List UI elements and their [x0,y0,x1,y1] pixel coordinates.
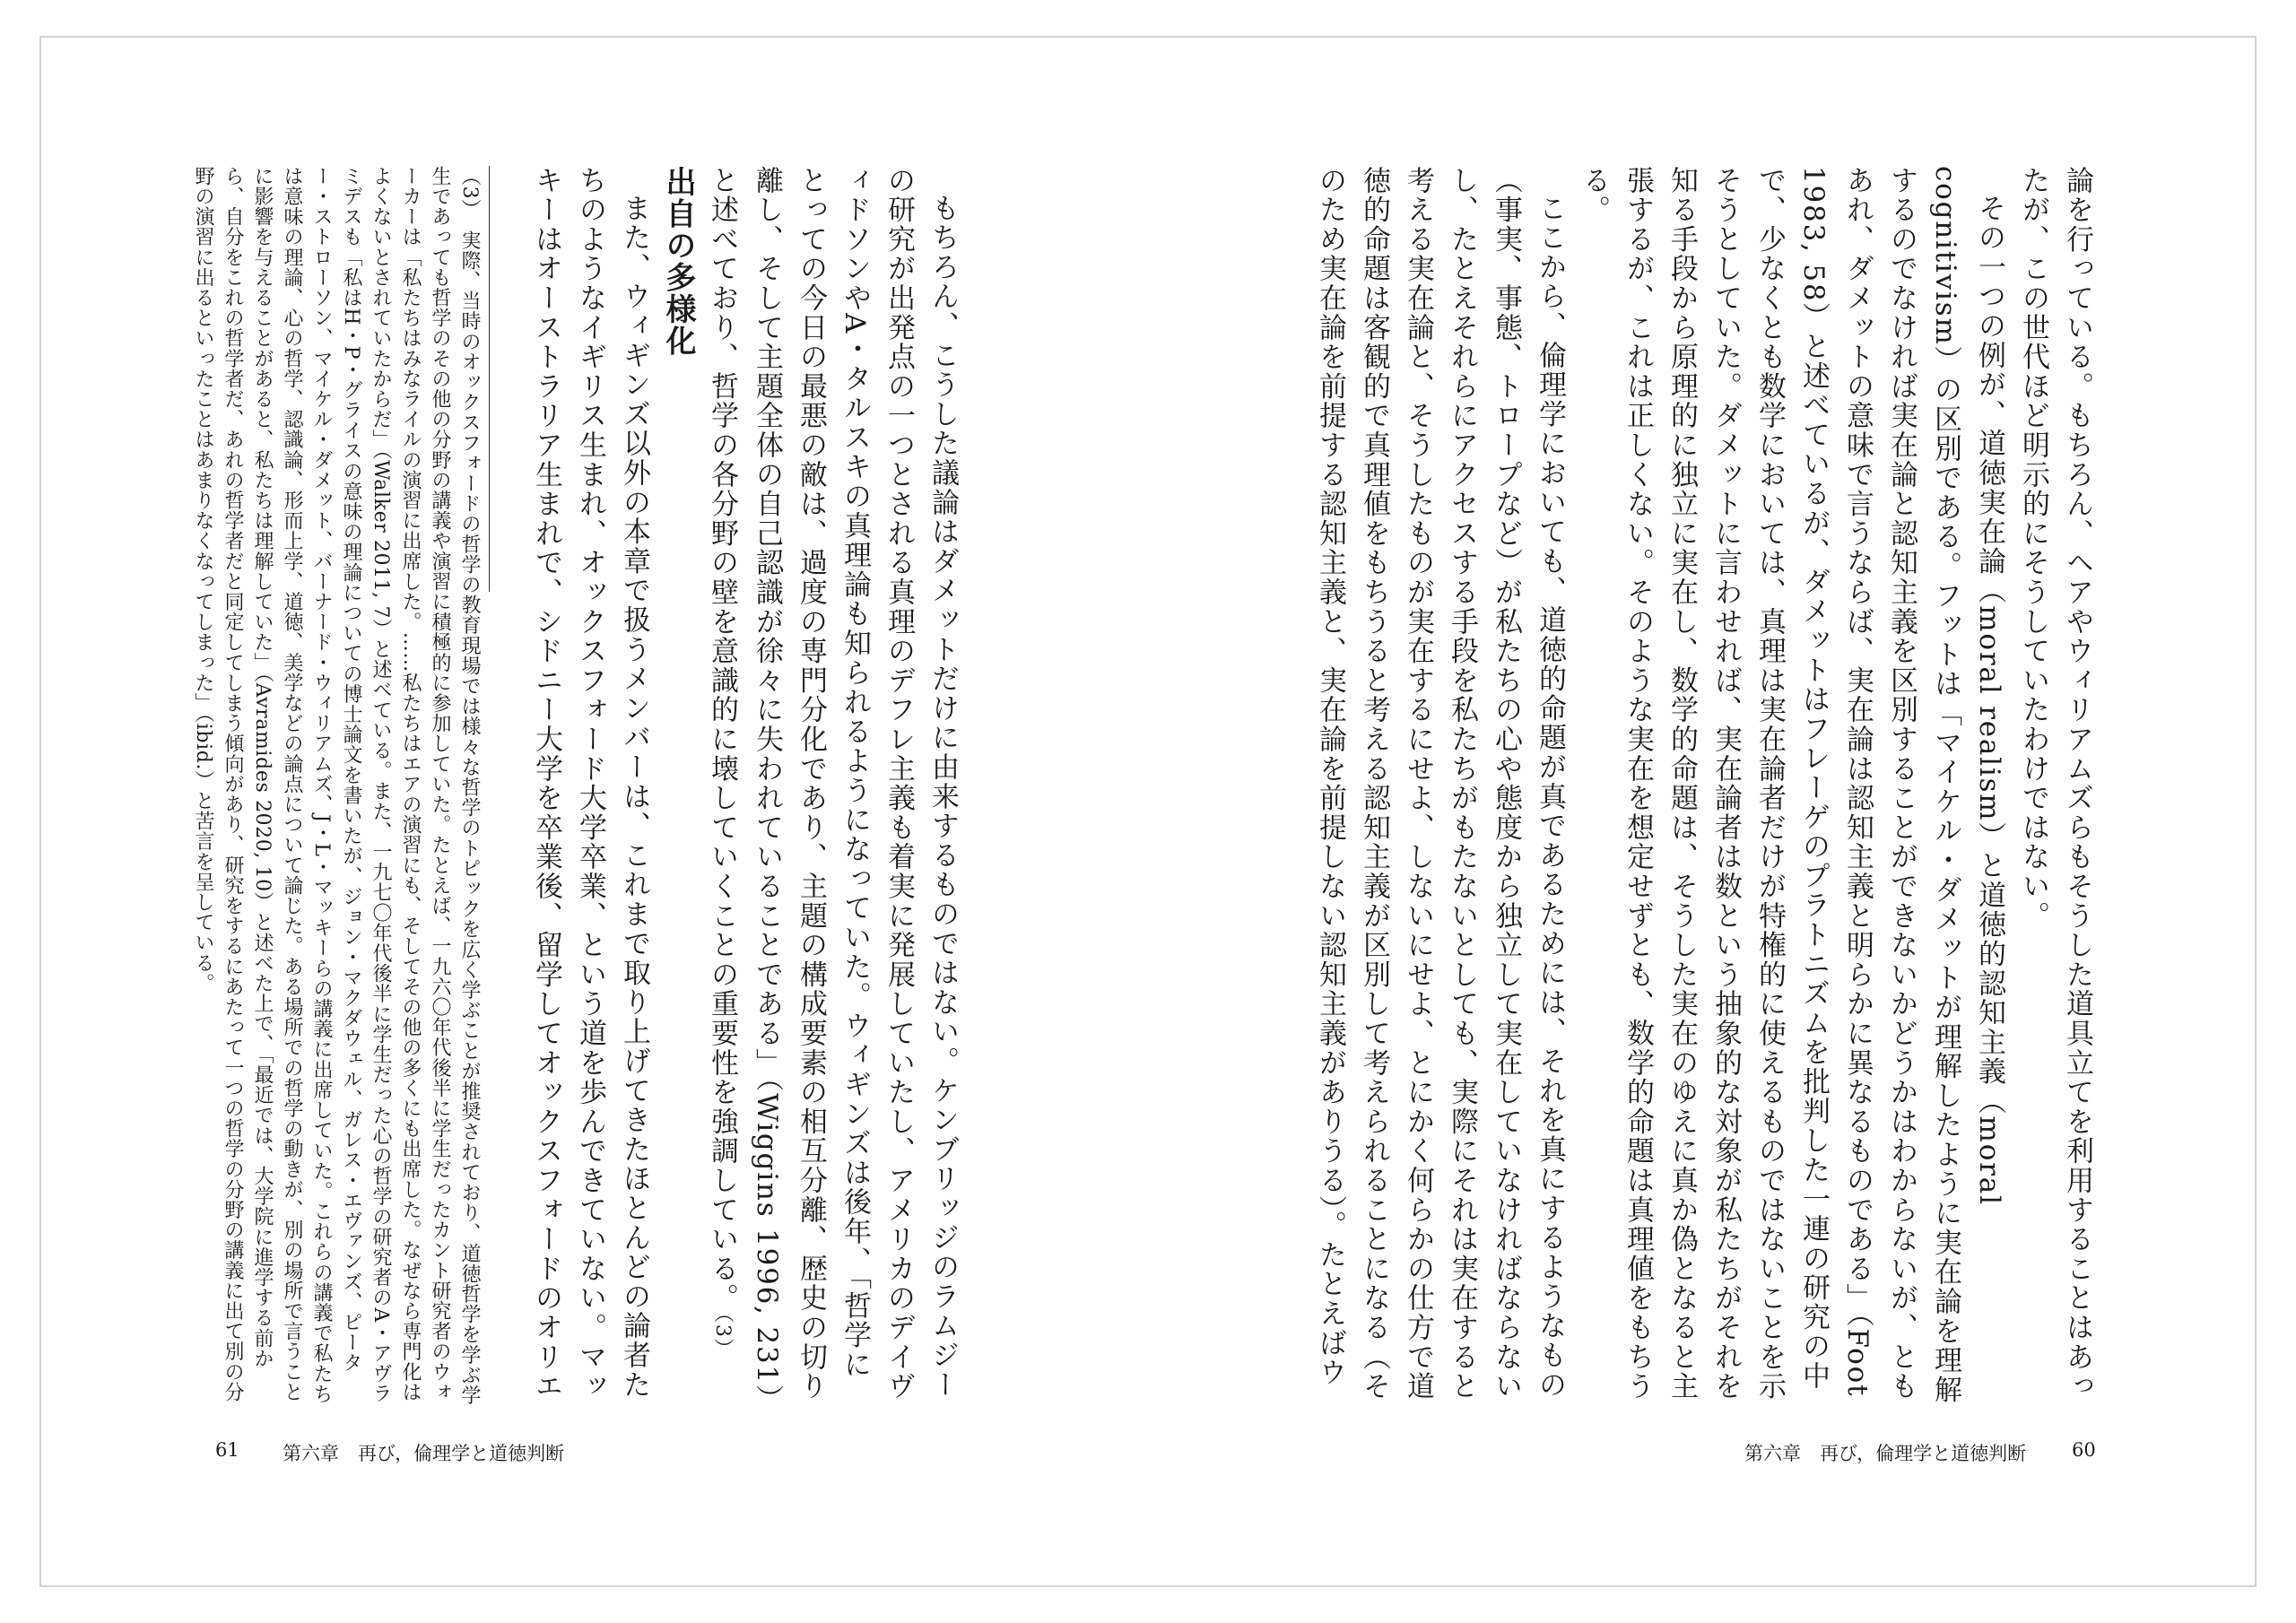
left-running-head: 第六章 再び，倫理学と道徳判断 [283,1443,565,1464]
left-paragraph-1: もちろん、こうした議論はダメットだけに由来するものではない。ケンブリッジのラムジーの研究が出発点の一つとされる真理のデフレ主義も着実に発展していたし、アメリカのデイヴィドソンやA・タルスキの真理論も知られるようになっていた。ウィギンズは後年、「哲学にとっての今日の最悪の敵は、過度の専門分化であり、主題の構成要素の相互分離、歴史の切り離し、そして主題全体の自己認識が徐々に失われていることである」（Wiggins 1996, 231）と述べており、哲学の各分野の壁を意識的に壊していくことの重要性を強調している。（3） [706,166,959,1402]
right-running-head: 第六章 再び，倫理学と道徳判断 [1744,1443,2027,1464]
footnote-label: （3） [458,166,481,210]
footnote-area [184,166,484,1408]
right-paragraph-1: 論を行っている。もちろん、ヘアやウィリアムズらもそうした道具立てを利用することはあったが、この世代ほど明示的にそうしていたわけではない。 [2017,166,2093,1402]
left-page-body [520,166,964,1408]
right-paragraph-2: その一つの例が、道徳実在論（moral realism）と道徳的認知主義（moral cognitivism）の区別である。フットは「マイケル・ダメットが理解したように実在論を理解するのでなければ実在論と認知主義を区別することができないかどうかはわからないが、ともあれ、ダメットの意味で言うならば、実在論は認知主義と明らかに異なるものである」（Foot 1983, 58）と述べているが、ダメットはフレーゲのプラトニズムを批判した一連の研究の中で、少なくとも数学においては、真理は実在論者だけが特権的に使えるものではないことを示そうとしていた。ダメットに言わせれば、実在論者は数という抽象的な対象が私たちがそれを知る手段から原理的に独立に実在し、数学的命題は、そうした実在のゆえに真か偽となると主張するが、これは正しくない。そのような実在を想定せずとも、数学的命題は真理値をもちうる。 [1578,166,2005,1405]
footnote-marker-3[interactable]: （3） [711,1313,734,1360]
right-page-number: 60 [2072,1439,2096,1461]
footnote-text: 実際、当時のオックスフォードの哲学の教育現場では様々な哲学のトピックを広く学ぶことが推奨されており、道徳哲学を学ぶ学生であっても哲学のその他の分野の講義や演習に積極的に参加していた。たとえば、一九六〇年代後半に学生だったカント研究者のウォーカーは「私たちはみなライルの演習に出席した。……私たちはエアの演習にも、そしてその他の多くにも出席した。なぜなら専門化はよくないとされていたからだ」（Walker 2011, 7）と述べている。また、一九七〇年代後半に学生だった心の哲学の研究者のA・アヴラミデスも「私はH・P・グライスの意味の理論についての博士論文を書いたが、ジョン・マクダウェル、ガレス・エヴァンズ、ピーター・ストローソン、マイケル・ダメット、バーナード・ウィリアムズ、J・L・マッキーらの講義に出席していた。これらの講義で私たちは意味の理論、心の哲学、認識論、形而上学、道徳、美学などの論点について論じた。ある場所での哲学の動きが、別の場所で言うことに影響を与えることがあると、私たちは理解していた」（Avramides 2020, 10）と述べた上で、「最近では、大学院に進学する前から、自分をこれの哲学者だ、あれの哲学者だと同定してしまう傾向があり、研究をするにあたって一つの哲学の分野の講義に出て別の分野の演習に出るといったことはあまりなくなってしまった」（ibid.）と苦言を呈している。 [192,166,481,1406]
right-page-body [1305,166,2099,1408]
footnote-3 [188,166,484,1408]
right-paragraph-3: ここから、倫理学においても、道徳的命題が真であるためには、それを真にするようなもの（事実、事態、トロープなど）が私たちの心や態度から独立して実在していなければならないし、たとえそれらにアクセスする手段を私たちがもたないとしても、実際にそれは実在すると考える実在論と、そうしたものが実在するにせよ、しないにせよ、とにかく何らかの仕方で道徳的命題は客観的で真理値をもちうると考える認知主義が区別して考えられることになる（そのため実在論を前提する認知主義と、実在論を前提しない認知主義がありうる）。たとえばウ [1314,166,1566,1402]
left-paragraph-2: また、ウィギンズ以外の本章で扱うメンバーは、これまで取り上げてきたほとんどの論者たちのようなイギリス生まれ、オックスフォード大学卒業、という道を歩んできていない。マッキーはオーストラリア生まれで、シドニー大学を卒業後、留学してオックスフォードのオリエ [530,166,650,1402]
left-page-number: 61 [215,1439,239,1461]
section-heading: 出自の多様化 [660,166,696,357]
note-rule [489,166,490,592]
